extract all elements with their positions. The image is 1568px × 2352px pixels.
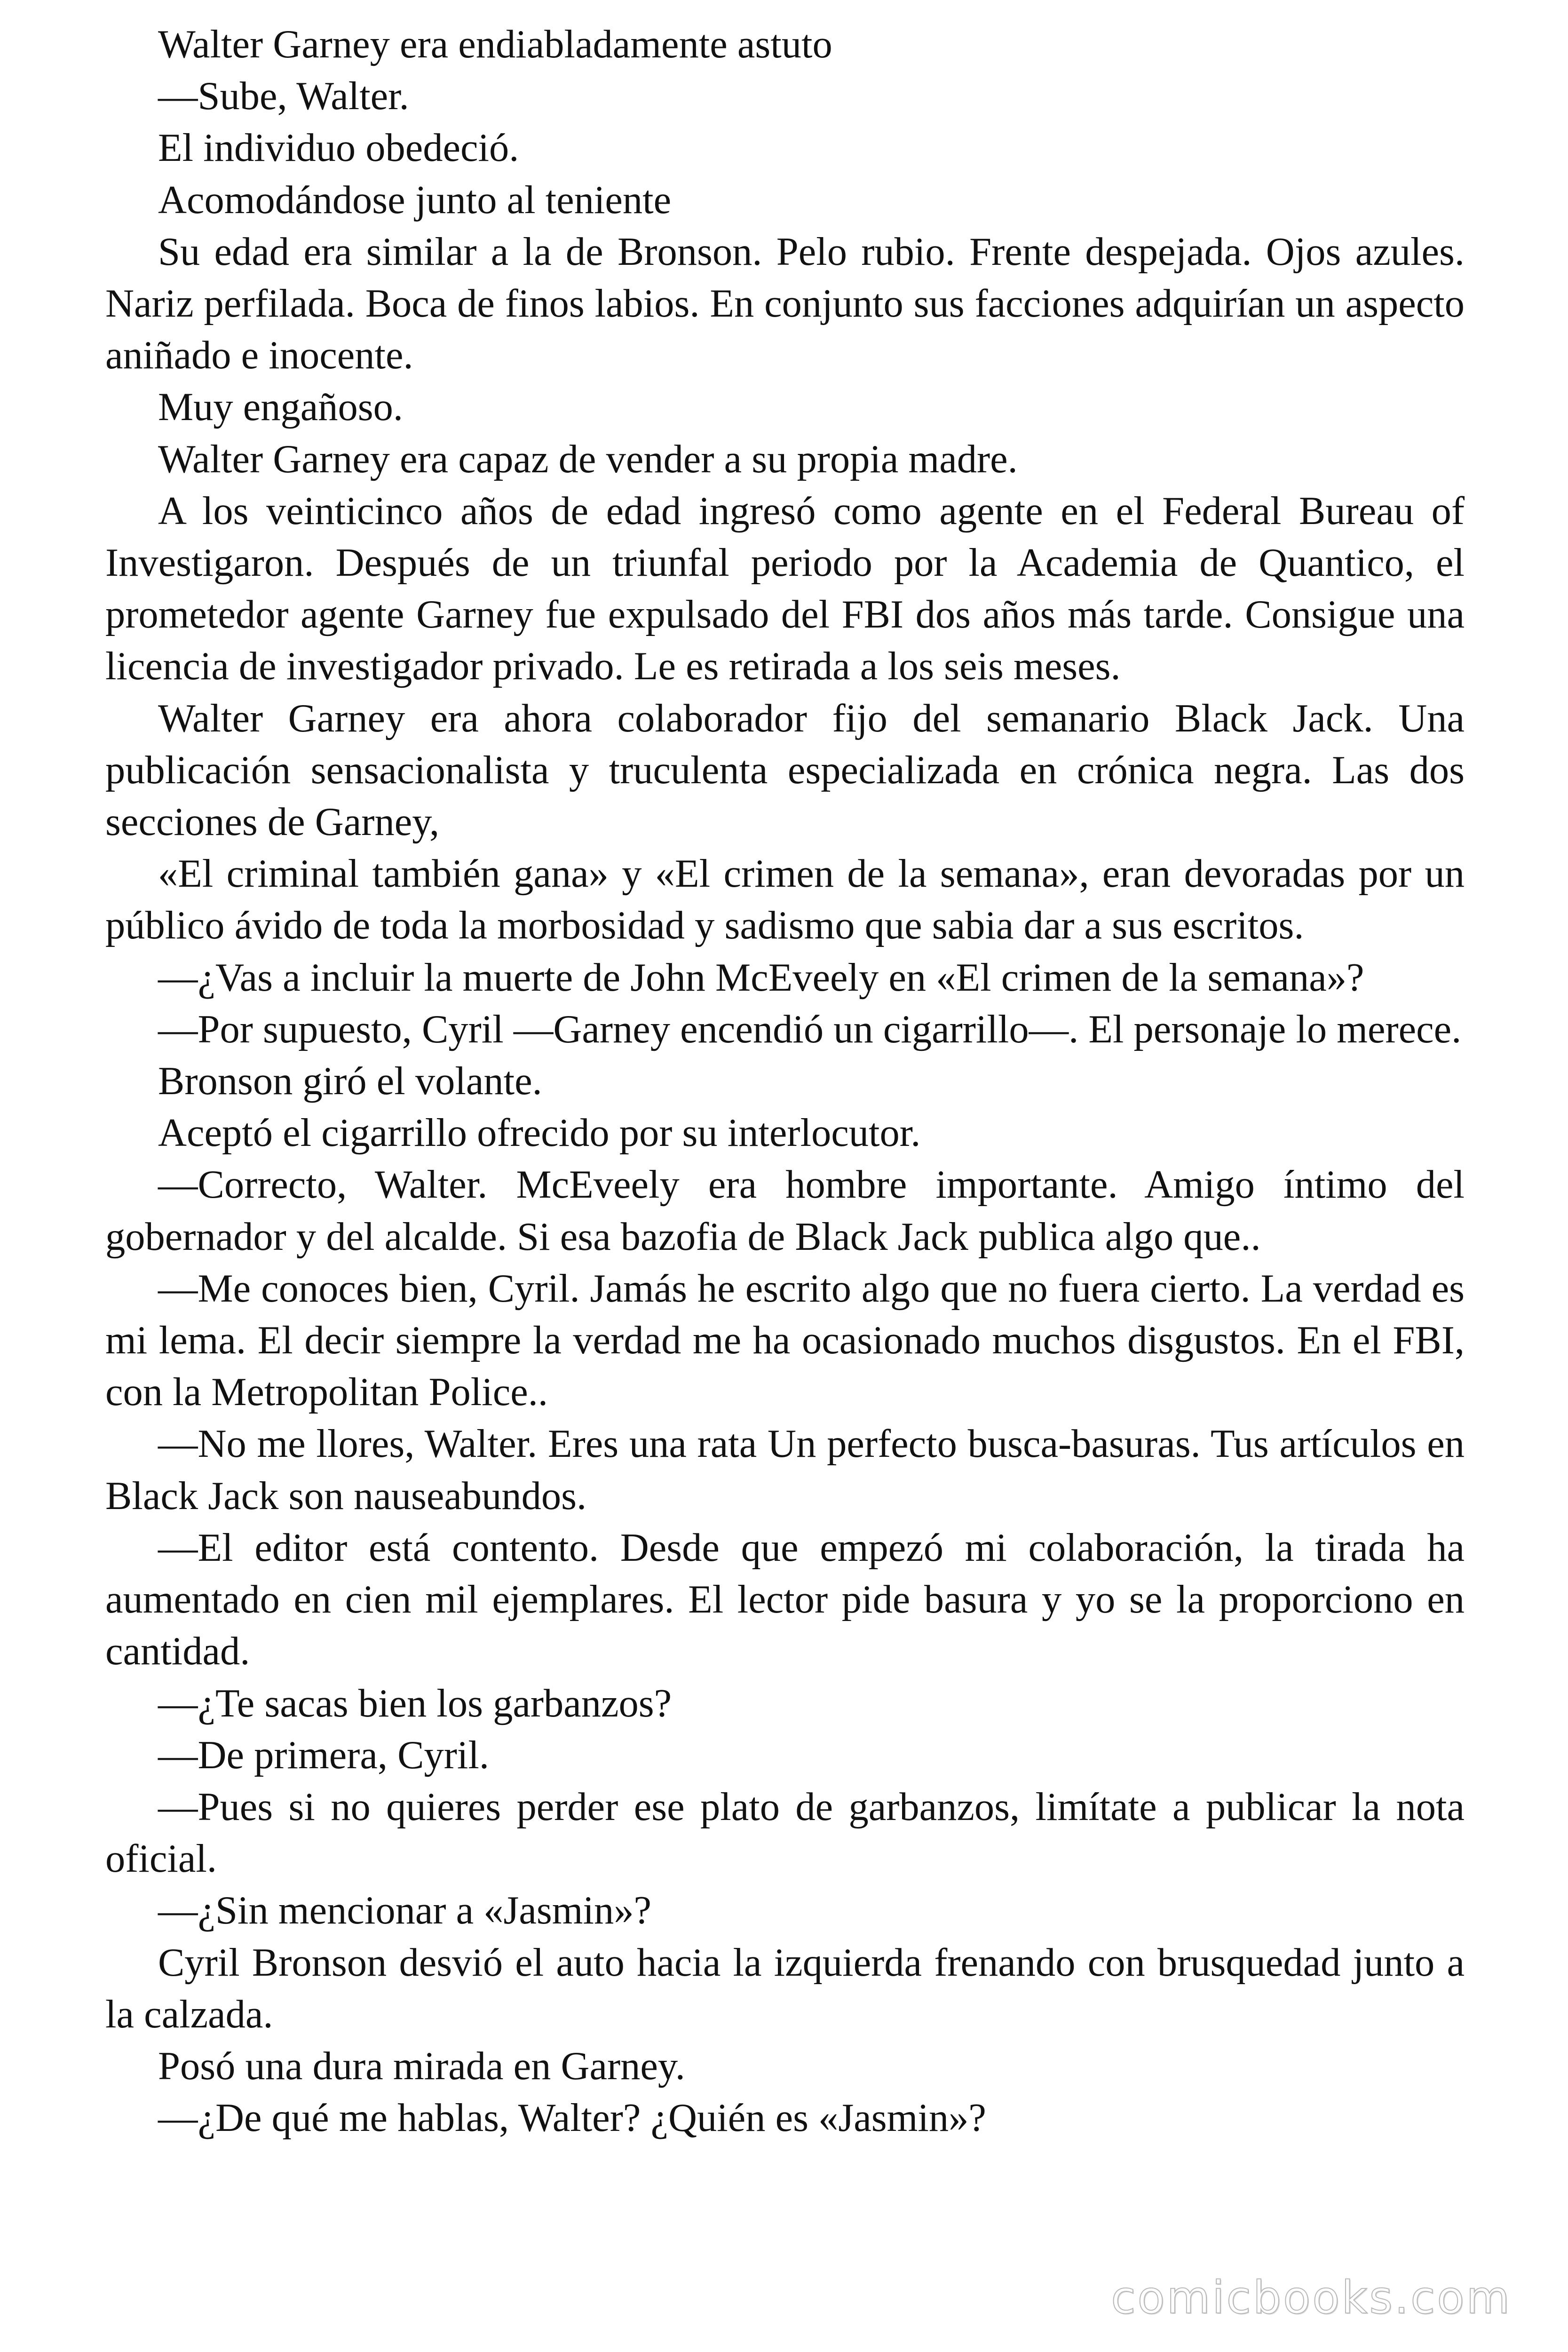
paragraph: Walter Garney era ahora colaborador fijo del semanario Black Jack. Una publicación sensacionalista y truculenta especializada en crónica negra. Las dos secciones de Garney, xyxy=(105,696,1465,844)
paragraph: Muy engañoso. xyxy=(158,385,404,429)
paragraph: Walter Garney era endiabladamente astuto xyxy=(158,23,832,66)
paragraph: —Pues si no quieres perder ese plato de garbanzos, limítate a publicar la nota oficial. xyxy=(105,1785,1465,1881)
paragraph: Aceptó el cigarrillo ofrecido por su interlocutor. xyxy=(158,1111,921,1155)
paragraph: —Sube, Walter. xyxy=(158,74,409,119)
paragraph: El individuo obedeció. xyxy=(158,126,519,170)
paragraph: —¿Te sacas bien los garbanzos? xyxy=(158,1681,672,1725)
paragraph: Walter Garney era capaz de vender a su propia madre. xyxy=(158,437,1018,481)
paragraph: Acomodándose junto al teniente xyxy=(158,178,672,222)
paragraph: Su edad era similar a la de Bronson. Pelo rubio. Frente despejada. Ojos azules. Nariz perfilada. Boca de finos labios. En conjunto sus facciones adquirían un aspecto aniñado e inocente. xyxy=(105,230,1465,378)
paragraph: —¿Vas a incluir la muerte de John McEveely en «El crimen de la semana»? xyxy=(158,955,1364,1000)
paragraph: A los veinticinco años de edad ingresó como agente en el Federal Bureau of Investigaron. Después de un triunfal periodo por la Academia de Quantico, el prometedor agente Garney fue expulsado del FBI dos años más tarde. Consigue una licencia de investigador privado. Le es retirada a los seis meses. xyxy=(105,489,1465,689)
paragraph: Cyril Bronson desvió el auto hacia la izquierda frenando con brusquedad junto a la calzada. xyxy=(105,1940,1465,2036)
paragraph: —El editor está contento. Desde que empezó mi colaboración, la tirada ha aumentado en cien mil ejemplares. El lector pide basura y yo se la proporciono en cantidad. xyxy=(105,1526,1465,1674)
page-text xyxy=(105,19,1465,2144)
watermark: comicbooks.com xyxy=(1111,2272,1512,2324)
paragraph: —Me conoces bien, Cyril. Jamás he escrito algo que no fuera cierto. La verdad es mi lema. El decir siempre la verdad me ha ocasionado muchos disgustos. En el FBI, con la Metropolitan Police.. xyxy=(105,1266,1465,1414)
paragraph: —Por supuesto, Cyril —Garney encendió un cigarrillo—. El personaje lo merece. xyxy=(158,1007,1462,1051)
paragraph: —De primera, Cyril. xyxy=(158,1733,489,1777)
paragraph: Posó una dura mirada en Garney. xyxy=(158,2044,685,2088)
paragraph: —¿De qué me hablas, Walter? ¿Quién es «Jasmin»? xyxy=(158,2096,986,2140)
paragraph: Bronson giró el volante. xyxy=(158,1059,542,1104)
paragraph: —¿Sin mencionar a «Jasmin»? xyxy=(158,1889,651,1933)
paragraph: —No me llores, Walter. Eres una rata Un perfecto busca-basuras. Tus artículos en Black Jack son nauseabundos. xyxy=(105,1422,1465,1518)
paragraph: —Correcto, Walter. McEveely era hombre importante. Amigo íntimo del gobernador y del alcalde. Si esa bazofia de Black Jack publica algo que.. xyxy=(105,1163,1465,1259)
paragraph: «El criminal también gana» y «El crimen de la semana», eran devoradas por un público ávido de toda la morbosidad y sadismo que sabia dar a sus escritos. xyxy=(105,852,1465,948)
